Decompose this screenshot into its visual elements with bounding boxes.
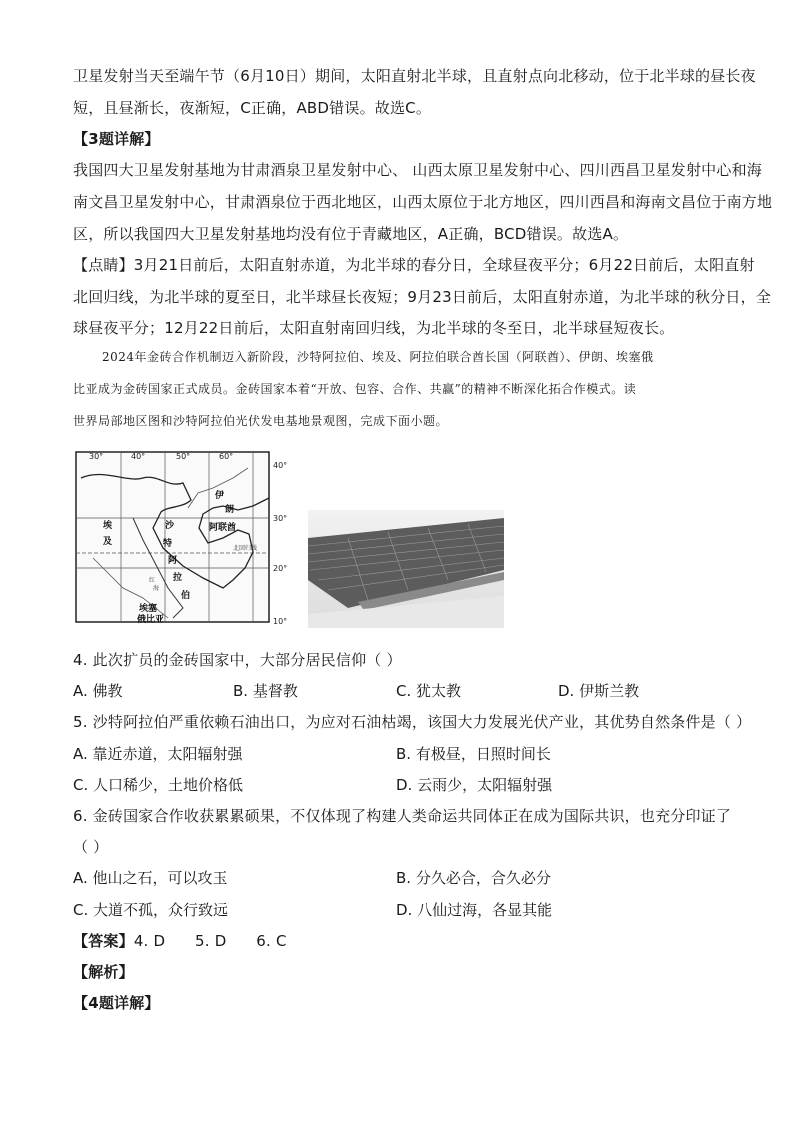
map-label: 阿联酋 xyxy=(209,523,237,533)
solar-farm-photo xyxy=(308,510,504,628)
map-label: 伯 xyxy=(181,591,191,601)
question-stem-continued: （ ） xyxy=(73,838,109,856)
map-label: 红 xyxy=(149,577,156,584)
paragraph-line: 球昼夜平分；12月22日前后，太阳直射南回归线，为北半球的冬至日，北半球昼短夜长。 xyxy=(73,319,675,337)
option-b[interactable]: B. 有极昼，日照时间长 xyxy=(396,745,551,763)
map-label: 埃塞 xyxy=(139,604,158,614)
paragraph-line: 【点睛】3月21日前后，太阳直射赤道，为北半球的春分日，全球昼夜平分；6月22日前后，太阳直射 xyxy=(73,256,755,274)
detail-label: 【4题详解】 xyxy=(73,994,160,1012)
paragraph-line: 南文昌卫星发射中心，甘肃酒泉位于西北地区，山西太原位于北方地区，四川西昌和海南文昌位于南方地 xyxy=(73,193,773,211)
option-a[interactable]: A. 靠近赤道，太阳辐射强 xyxy=(73,745,243,763)
answer-label: 【答案】 xyxy=(73,932,134,950)
paragraph-line: 北回归线，为北半球的夏至日，北半球昼长夜短；9月23日前后，太阳直射赤道，为北半球的秋分日，全 xyxy=(73,288,772,306)
option-d[interactable]: D. 八仙过海，各显其能 xyxy=(396,901,553,919)
paragraph-line: 短，且昼渐长，夜渐短，C正确，ABD错误。故选C。 xyxy=(73,99,432,117)
question-stem: 6. 金砖国家合作收获累累硕果，不仅体现了构建人类命运共同体正在成为国际共识，也充分印证了 xyxy=(73,807,732,825)
lon-label: 30° xyxy=(89,452,104,461)
option-b[interactable]: B. 分久必合，合久必分 xyxy=(396,869,551,887)
question-stem: 5. 沙特阿拉伯严重依赖石油出口，为应对石油枯竭，该国大力发展光伏产业，其优势自然条件是（ ） xyxy=(73,713,752,731)
option-d[interactable]: D. 伊斯兰教 xyxy=(558,682,640,700)
map-label: 沙 xyxy=(165,521,175,531)
paragraph-line: 我国四大卫星发射基地为甘肃酒泉卫星发射中心、 山西太原卫星发射中心、四川西昌卫星发射中心和海 xyxy=(73,161,762,179)
paragraph-line: 卫星发射当天至端午节（6月10日）期间，太阳直射北半球，且直射点向北移动，位于北半球的昼长夜 xyxy=(73,67,756,85)
option-c[interactable]: C. 大道不孤，众行致远 xyxy=(73,901,229,919)
map-label: 拉 xyxy=(173,573,183,583)
map-label: 朗 xyxy=(225,505,235,515)
lat-label: 30° xyxy=(273,514,288,523)
map-label: 伊 xyxy=(215,491,225,501)
intro-line: 2024年金砖合作机制迈入新阶段，沙特阿拉伯、埃及、阿拉伯联合酋长国（阿联酋）、伊朗、埃塞俄 xyxy=(102,350,654,364)
paragraph-line: 区，所以我国四大卫星发射基地均没有位于青藏地区，A正确，BCD错误。故选A。 xyxy=(73,225,629,243)
regional-map xyxy=(73,448,293,630)
answer-value: 4. D 5. D 6. C xyxy=(133,932,287,950)
option-d[interactable]: D. 云雨少，太阳辐射强 xyxy=(396,776,553,794)
option-b[interactable]: B. 基督教 xyxy=(233,682,298,700)
lon-label: 40° xyxy=(131,452,146,461)
lon-label: 50° xyxy=(176,452,191,461)
lat-label: 20° xyxy=(273,564,288,573)
intro-line: 比亚成为金砖国家正式成员。金砖国家本着“开放、包容、合作、共赢”的精神不断深化拓合作模式。读 xyxy=(73,382,637,396)
answer-line xyxy=(73,931,287,951)
map-label: 埃 xyxy=(103,521,113,531)
map-label: 阿 xyxy=(168,556,178,566)
option-c[interactable]: C. 人口稀少，土地价格低 xyxy=(73,776,244,794)
option-a[interactable]: A. 他山之石，可以攻玉 xyxy=(73,869,228,887)
option-a[interactable]: A. 佛教 xyxy=(73,682,123,700)
map-label: 俄比亚 xyxy=(137,615,165,625)
map-label: 特 xyxy=(163,539,173,549)
map-label: 海 xyxy=(153,585,160,592)
section-label: 【3题详解】 xyxy=(73,130,160,148)
analysis-label: 【解析】 xyxy=(73,963,134,981)
map-label: 及 xyxy=(103,537,113,547)
intro-line: 世界局部地区图和沙特阿拉伯光伏发电基地景观图，完成下面小题。 xyxy=(73,414,449,428)
lat-label: 40° xyxy=(273,461,288,470)
option-c[interactable]: C. 犹太教 xyxy=(396,682,462,700)
lat-label: 10° xyxy=(273,617,288,626)
question-stem: 4. 此次扩员的金砖国家中，大部分居民信仰（ ） xyxy=(73,651,402,669)
map-label: 北回归线 xyxy=(233,545,258,552)
lon-label: 60° xyxy=(219,452,234,461)
